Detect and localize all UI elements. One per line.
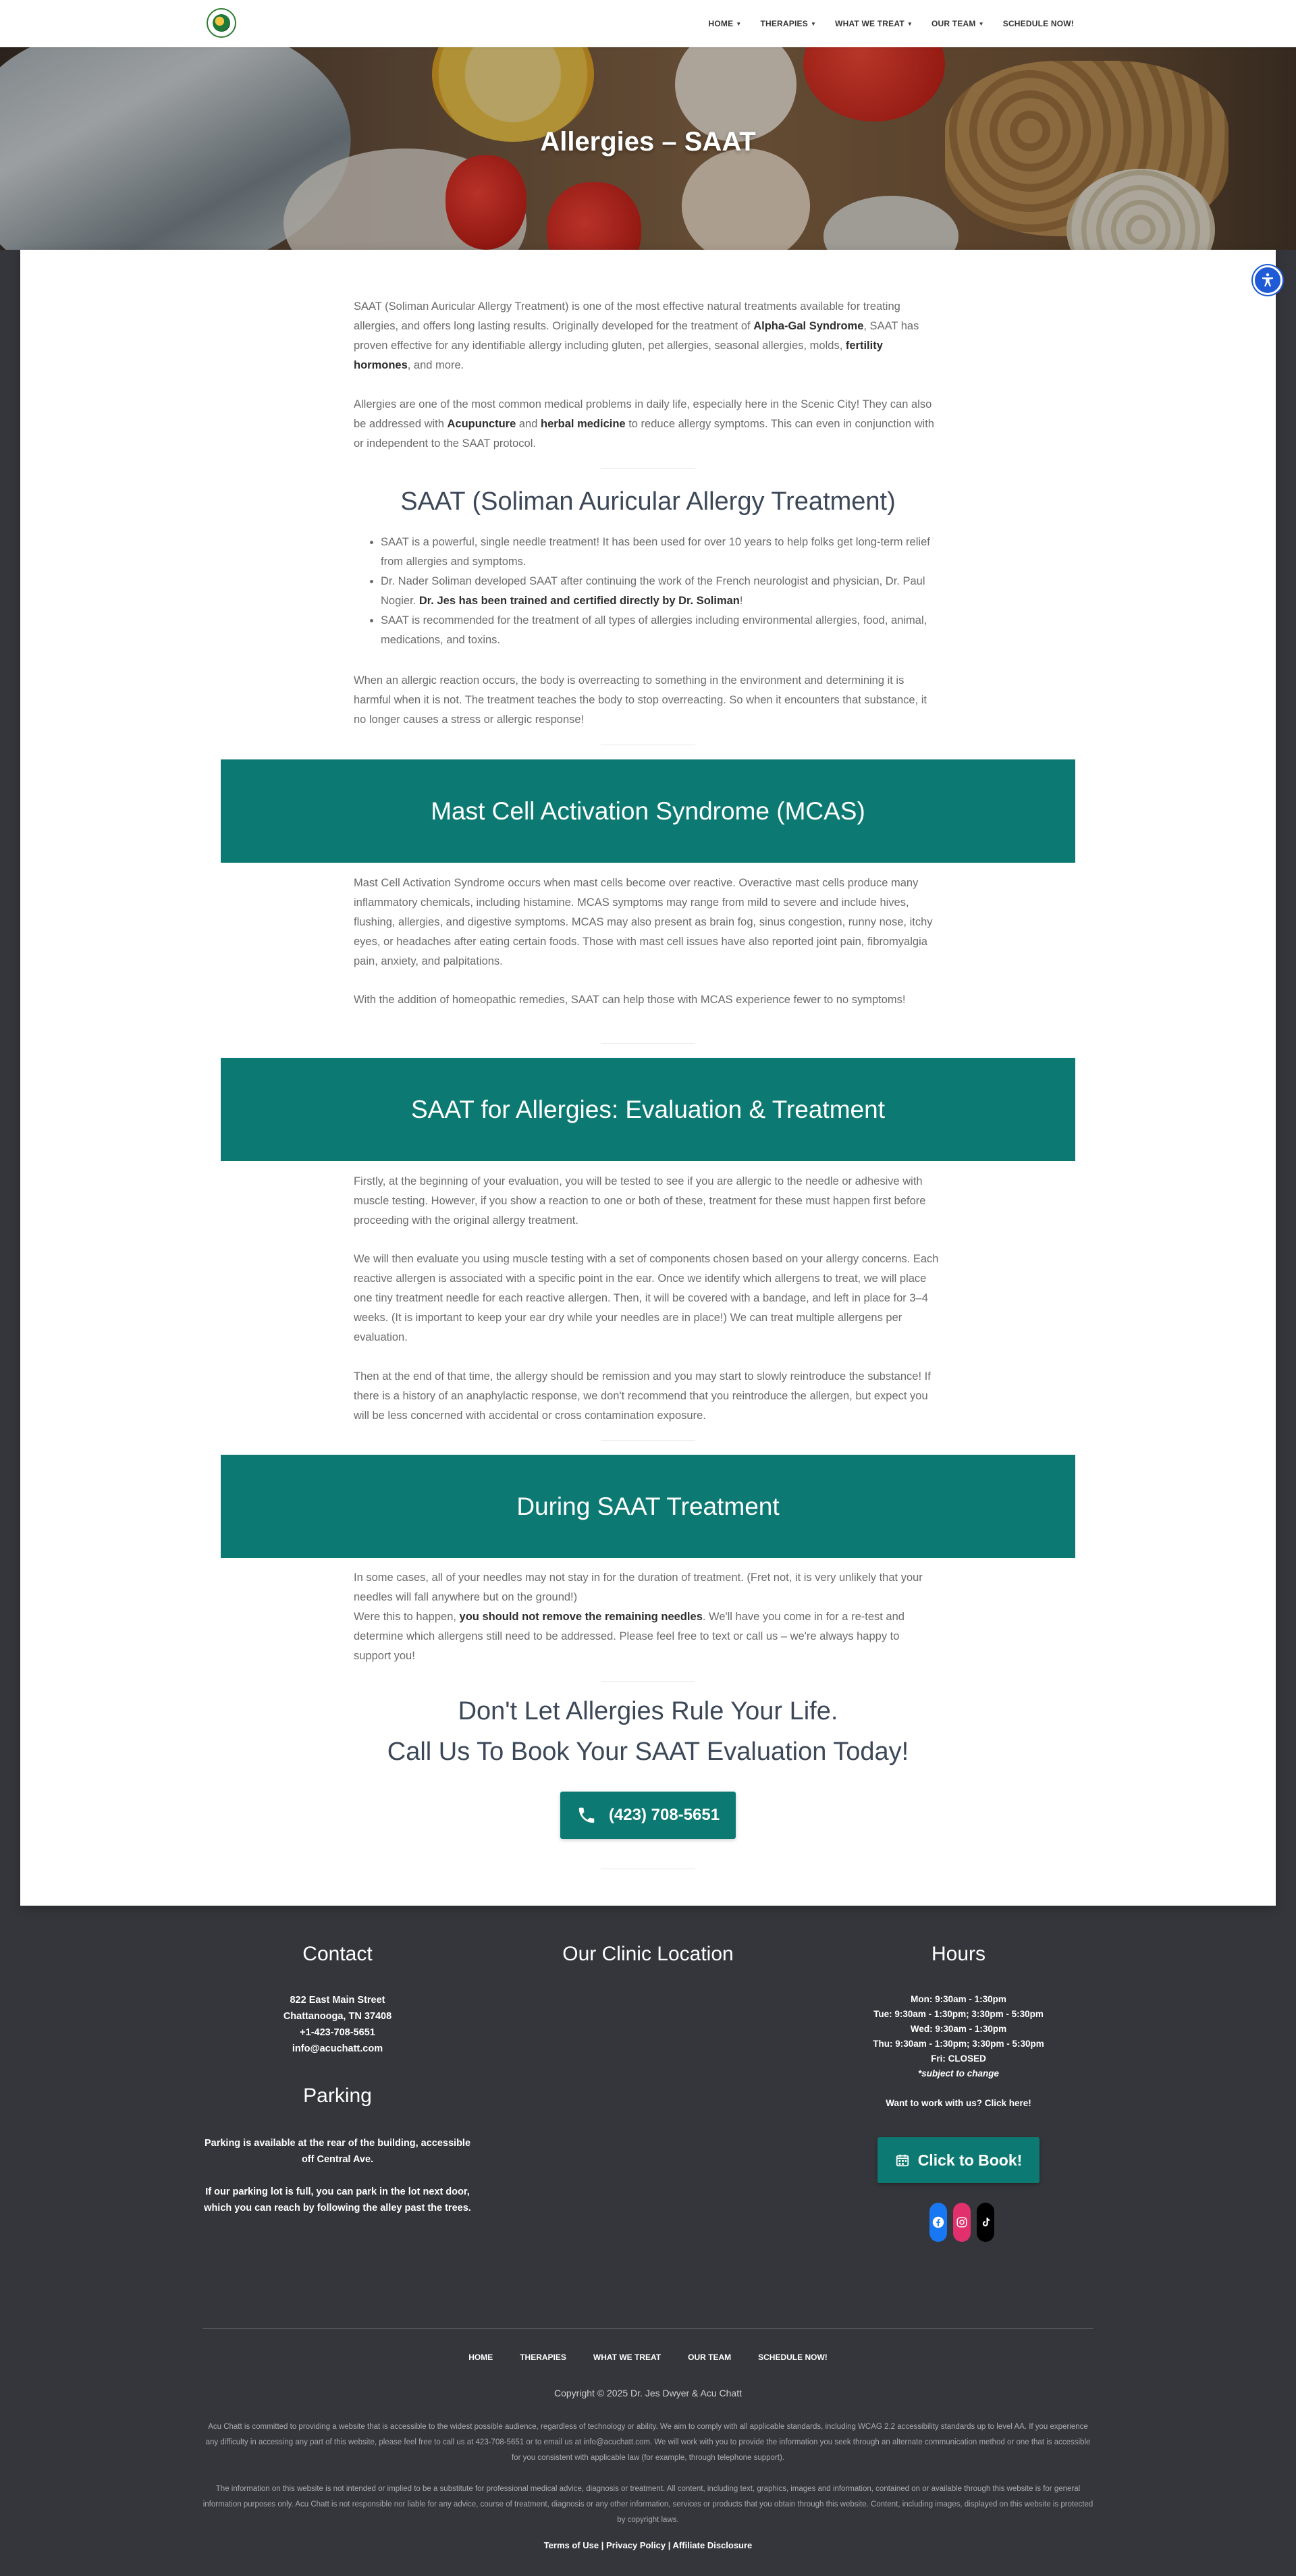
evaluation-paragraph: Firstly, at the beginning of your evaluation, you will be tested to see if you are allergic to the needle or adhesive with muscle testing. However, if you show a reaction to one or both of these, treatment for these must happen first before proceeding with the original allergy treatment. (354, 1175, 926, 1227)
evaluation-banner (221, 1058, 1075, 1161)
copyright-text: Copyright © 2025 Dr. Jes Dwyer & Acu Chatt (554, 2388, 742, 2398)
section-divider (601, 1043, 695, 1044)
evaluation-section-3 (354, 1367, 940, 1426)
book-label: Click to Book! (917, 2151, 1023, 2169)
medical-disclaimer: The information on this website is not intended or implied to be a substitute for professional medical advice, diagnosis or treatment. All content, including text, graphics, images and information, contained on or available through this website is for general information purposes only. Acu Chatt is not responsible nor liable for any advice, course of treatment, diagnosis or any other information, services or products that you obtain through this website. Content, including images, displayed on this website is protected by copyright laws. (202, 2485, 1094, 2524)
hours-tuesday: Tue: 9:30am - 1:30pm; 3:30pm - 5:30pm (873, 2009, 1044, 2019)
during-heading: During SAAT Treatment (516, 1492, 780, 1520)
main-menu (699, 0, 1083, 47)
evaluation-paragraph: We will then evaluate you using muscle testing with a set of components chosen based on your allergy concerns. Each reactive allergen is associated with a specific point in the ear. Once we identify which allergens to treat, we will place one tiny treatment needle for each reactive allergen. Then, it will be covered with a bandage, and left in place for 3–4 weeks. (It is important to keep your ear dry while your needles are in place!) We can treat multiple allergens per evaluation. (354, 1253, 939, 1343)
parking-title: Parking (303, 2085, 372, 2107)
list-item: • Dr. Nader Soliman developed SAAT after continuing the work of the French neurologist and physician, Dr. Paul Nogier. Dr. Jes has been trained and certified directly by Dr. Soliman! (381, 572, 940, 611)
footer-nav-our-team[interactable]: OUR TEAM (688, 2353, 732, 2362)
chevron-down-icon: ▼ (810, 20, 817, 27)
hours-thursday: Thu: 9:30am - 1:30pm; 3:30pm - 5:30pm (873, 2039, 1044, 2049)
instagram-icon[interactable] (953, 2203, 971, 2242)
contact-address-line: 822 East Main Street (290, 1995, 385, 2006)
facebook-icon[interactable] (929, 2203, 947, 2242)
chevron-down-icon: ▼ (978, 20, 984, 27)
hours-title: Hours (931, 1943, 986, 1965)
parking-paragraph: Parking is available at the rear of the building, accessible off Central Ave. (204, 2138, 471, 2165)
legal-links (0, 2540, 1296, 2550)
footer-nav-what-we-treat[interactable]: WHAT WE TREAT (593, 2353, 662, 2362)
footer-nav-therapies[interactable]: THERAPIES (520, 2353, 566, 2362)
parking-paragraph: If our parking lot is full, you can park in the lot next door, which you can reach by following the alley past the trees. (204, 2186, 471, 2213)
contact-phone-link[interactable]: +1-423-708-5651 (300, 2027, 375, 2038)
footer-menu (0, 2353, 1296, 2362)
hours-friday: Fri: CLOSED (931, 2054, 986, 2064)
section-divider (601, 468, 695, 469)
logo-mark-icon (213, 14, 230, 32)
intro-paragraph: Allergies are one of the most common medical problems in daily life, especially here in the Scenic City! They can also be addressed with Acupuncture and herbal medicine to reduce allergy symptoms. This can even in conjunction with or independent to the SAAT protocol. (354, 398, 934, 450)
nav-schedule-now[interactable]: SCHEDULE NOW! (1002, 19, 1074, 28)
hours-wednesday: Wed: 9:30am - 1:30pm (910, 2024, 1007, 2034)
page-title: Allergies – SAAT (540, 127, 756, 157)
saat-heading: SAAT (Soliman Auricular Allergy Treatment) (400, 487, 896, 516)
mcas-section (354, 874, 940, 971)
evaluation-paragraph: Then at the end of that time, the allergy should be remission and you may start to slowly reintroduce the substance! If there is a history of an anaphylactic response, we don't recommend that you reintroduce the allergen, but expect you will be less concerned with accidental or cross contamination exposure. (354, 1370, 931, 1422)
footer-nav-schedule-now[interactable]: SCHEDULE NOW! (758, 2353, 828, 2362)
mcas-section-2 (354, 990, 940, 1010)
intro-section (354, 297, 940, 375)
hero-banner (0, 47, 1296, 250)
clinic-location-title: Our Clinic Location (562, 1943, 734, 1965)
link-separator: | (666, 2540, 673, 2550)
terms-of-use-link[interactable]: Terms of Use (543, 2540, 599, 2550)
saat-bullets (354, 533, 940, 650)
link-separator: | (599, 2540, 606, 2550)
footer-divider (202, 2328, 1094, 2329)
during-section (354, 1568, 940, 1666)
intro-paragraph: SAAT (Soliman Auricular Allergy Treatment) is one of the most effective natural treatments available for treating allergies, and offers long lasting results. Originally developed for the treatment of Alpha-Gal Syndrome, SAAT has proven effective for any identifiable allergy including gluten, pet allergies, seasonal allergies, molds, fertility hormones, and more. (354, 300, 919, 371)
chevron-down-icon: ▼ (736, 20, 742, 27)
contact-details (202, 1992, 473, 2057)
parking-text (202, 2135, 473, 2216)
nav-therapies[interactable]: THERAPIES ▼ (760, 19, 817, 28)
phone-icon (576, 1805, 597, 1825)
mcas-paragraph: Mast Cell Activation Syndrome occurs when mast cells become over reactive. Overactive mast cells produce many inflammatory chemicals, including histamine. MCAS symptoms may range from mild to severe and include hives, flushing, allergies, and digestive symptoms. MCAS may also present as brain fog, sinus congestion, runny nose, itchy eyes, or headaches after eating certain foods. Those with mast cell issues have also reported joint pain, fibromyalgia pain, anxiety, and palpitations. (354, 877, 933, 967)
accessibility-statement: Acu Chatt is committed to providing a website that is accessible to the widest possible audience, regardless of technology or ability. We aim to comply with all applicable standards, including WCAG 2.2 accessibility standards up to level AA. If you experience any difficulty in accessing any part of this website, please feel free to call us at 423-708-5651 or to email us at info@acuchatt.com. We will work with you to provide the information you seek through an alternate communication method or one that is accessible for you consistent with applicable law (for example, through telephone support). (205, 2423, 1091, 2462)
nav-home[interactable]: HOME ▼ (708, 19, 742, 28)
saat-paragraph-block (354, 671, 940, 730)
evaluation-section (354, 1172, 940, 1231)
list-item: • SAAT is recommended for the treatment of all types of allergies including environmental allergies, food, animal, medications, and toxins. (381, 611, 940, 650)
nav-our-team[interactable]: OUR TEAM ▼ (932, 19, 984, 28)
evaluation-heading: SAAT for Allergies: Evaluation & Treatment (411, 1095, 885, 1123)
contact-email-link[interactable]: info@acuchatt.com (292, 2043, 383, 2054)
hours-list (824, 1992, 1094, 2111)
site-logo[interactable] (207, 8, 236, 38)
click-to-book-button[interactable] (878, 2137, 1040, 2183)
phone-number: (423) 708-5651 (608, 1806, 720, 1824)
saat-paragraph: When an allergic reaction occurs, the body is overreacting to something in the environment and determining it is harmful when it is not. The treatment teaches the body to stop overreacting. So when it encounters that substance, it no longer causes a stress or allergic response! (354, 674, 927, 726)
privacy-policy-link[interactable]: Privacy Policy (605, 2540, 666, 2550)
footer-nav-home[interactable]: HOME (468, 2353, 493, 2362)
mcas-heading: Mast Cell Activation Syndrome (MCAS) (431, 797, 865, 825)
contact-title: Contact (302, 1943, 373, 1965)
hours-monday: Mon: 9:30am - 1:30pm (911, 1994, 1006, 2004)
mcas-paragraph: With the addition of homeopathic remedies, SAAT can help those with MCAS experience fewer to no symptoms! (354, 994, 906, 1006)
chevron-down-icon: ▼ (907, 20, 913, 27)
calendar-icon (895, 2153, 910, 2168)
section-divider (601, 1440, 695, 1441)
list-item: • SAAT is a powerful, single needle treatment! It has been used for over 10 years to help folks get long-term relief from allergies and symptoms. (381, 533, 940, 572)
accessibility-button[interactable] (1253, 265, 1282, 295)
mcas-banner (221, 759, 1075, 863)
section-divider (601, 1681, 695, 1682)
cta-line-1: Don't Let Allergies Rule Your Life. (458, 1697, 838, 1725)
call-phone-button[interactable] (560, 1792, 736, 1839)
saat-list (354, 533, 940, 650)
intro-section-2 (354, 395, 940, 454)
hours-note: *subject to change (917, 2068, 1000, 2078)
cta-line-2: Call Us To Book Your SAAT Evaluation Today! (387, 1738, 909, 1766)
nav-what-we-treat[interactable]: WHAT WE TREAT ▼ (835, 19, 913, 28)
affiliate-disclosure-link[interactable]: Affiliate Disclosure (672, 2540, 753, 2550)
tiktok-icon[interactable] (977, 2203, 994, 2242)
accessibility-icon (1260, 272, 1276, 288)
top-navbar (0, 0, 1296, 47)
evaluation-section-2 (354, 1250, 940, 1347)
contact-city-line: Chattanooga, TN 37408 (283, 2011, 392, 2022)
during-banner (221, 1455, 1075, 1558)
during-paragraph: In some cases, all of your needles may not stay in for the duration of treatment. (Fret not, it is very unlikely that your needles will fall anywhere but on the ground!) Were this to happen, you should not remove the remaining needles. We'll have you come in for a re-test and determine which allergens still need to be addressed. Please feel free to text or call us – we're always happy to support you! (354, 1572, 923, 1662)
work-with-us-link[interactable]: Want to work with us? Click here! (886, 2098, 1031, 2108)
